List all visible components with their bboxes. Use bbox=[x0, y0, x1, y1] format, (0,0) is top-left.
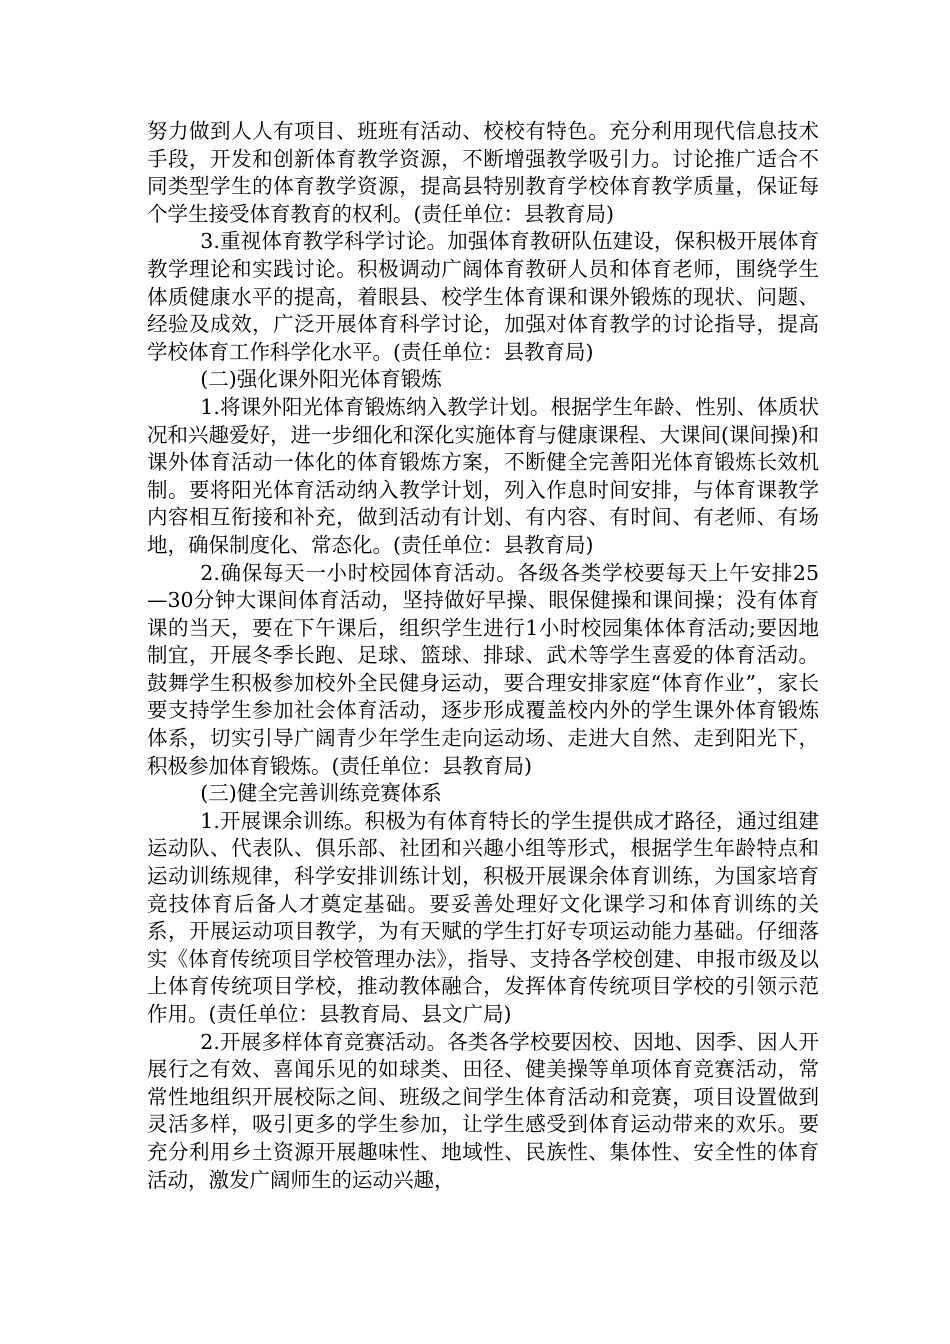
paragraph-item-3-teaching-research: 3.重视体育教学科学讨论。加强体育教研队伍建设，保积极开展体育教学理论和实践讨论。积极调动广阔体育教研人员和体育老师，围绕学生体质健康水平的提高，着眼县、校学生体育课和课外锻炼的现状、问题、经验及成效，广泛开展体育科学讨论，加强对体育教学的讨论指导，提高学校体育工作科学化水平。(责任单位：县教育局) bbox=[147, 229, 819, 364]
paragraph-opening-continuation: 努力做到人人有项目、班班有活动、校校有特色。充分利用现代信息技术手段，开发和创新体育教学资源，不断增强教学吸引力。讨论推广适合不同类型学生的体育教学资源，提高县特别教育学校体育教学质量，保证每个学生接受体育教育的权利。(责任单位：县教育局) bbox=[147, 119, 819, 226]
paragraph-item-1-training: 1.开展课余训练。积极为有体育特长的学生提供成才路径，通过组建运动队、代表队、俱乐部、社团和兴趣小组等形式，根据学生年龄特点和运动训练规律，科学安排训练计划，积极开展课余体育训练，为国家培育竞技体育后备人才奠定基础。要妥善处理好文化课学习和体育训练的关系，开展运动项目教学，为有天赋的学生打好专项运动能力基础。仔细落实《体育传统项目学校管理办法》，指导、支持各学校创建、申报市级及以上体育传统项目学校，推动教体融合，发挥体育传统项目学校的引领示范作用。(责任单位：县教育局、县文广局) bbox=[147, 808, 819, 1026]
paragraph-item-1-sunshine-sports: 1.将课外阳光体育锻炼纳入教学计划。根据学生年龄、性别、体质状况和兴趣爱好，进一步细化和深化实施体育与健康课程、大课间(课间操)和课外体育活动一体化的体育锻炼方案，不断健全完善阳光体育锻炼长效机制。要将阳光体育活动纳入教学计划，列入作息时间安排，与体育课教学内容相互衔接和补充，做到活动有计划、有内容、有时间、有老师、有场地，确保制度化、常态化。(责任单位：县教育局) bbox=[147, 394, 819, 557]
section-heading-2: (二)强化课外阳光体育锻炼 bbox=[200, 367, 442, 392]
paragraph-item-2-daily-hour: 2.确保每天一小时校园体育活动。各级各类学校要每天上午安排25—30分钟大课间体育活动，坚持做好早操、眼保健操和课间操；没有体育课的当天，要在下午课后，组织学生进行1小时校园集体体育活动;要因地制宜，开展冬季长跑、足球、篮球、排球、武术等学生喜爱的体育活动。鼓舞学生积极参加校外全民健身运动，要合理安排家庭“体育作业”，家长要支持学生参加社会体育活动，逐步形成覆盖校内外的学生课外体育锻炼体系，切实引导广阔青少年学生走向运动场、走进大自然、走到阳光下，积极参加体育锻炼。(责任单位：县教育局) bbox=[147, 560, 819, 778]
section-heading-3: (三)健全完善训练竞赛体系 bbox=[200, 781, 442, 806]
document-page bbox=[147, 118, 819, 1194]
paragraph-item-2-competitions: 2.开展多样体育竞赛活动。各类各学校要因校、因地、因季、因人开展行之有效、喜闻乐见的如球类、田径、健美操等单项体育竞赛活动，常常性地组织开展校际之间、班级之间学生体育活动和竞赛，项目设置做到灵活多样，吸引更多的学生参加，让学生感受到体育运动带来的欢乐。要充分利用乡土资源开展趣味性、地域性、民族性、集体性、安全性的体育活动，激发广阔师生的运动兴趣， bbox=[147, 1029, 819, 1192]
